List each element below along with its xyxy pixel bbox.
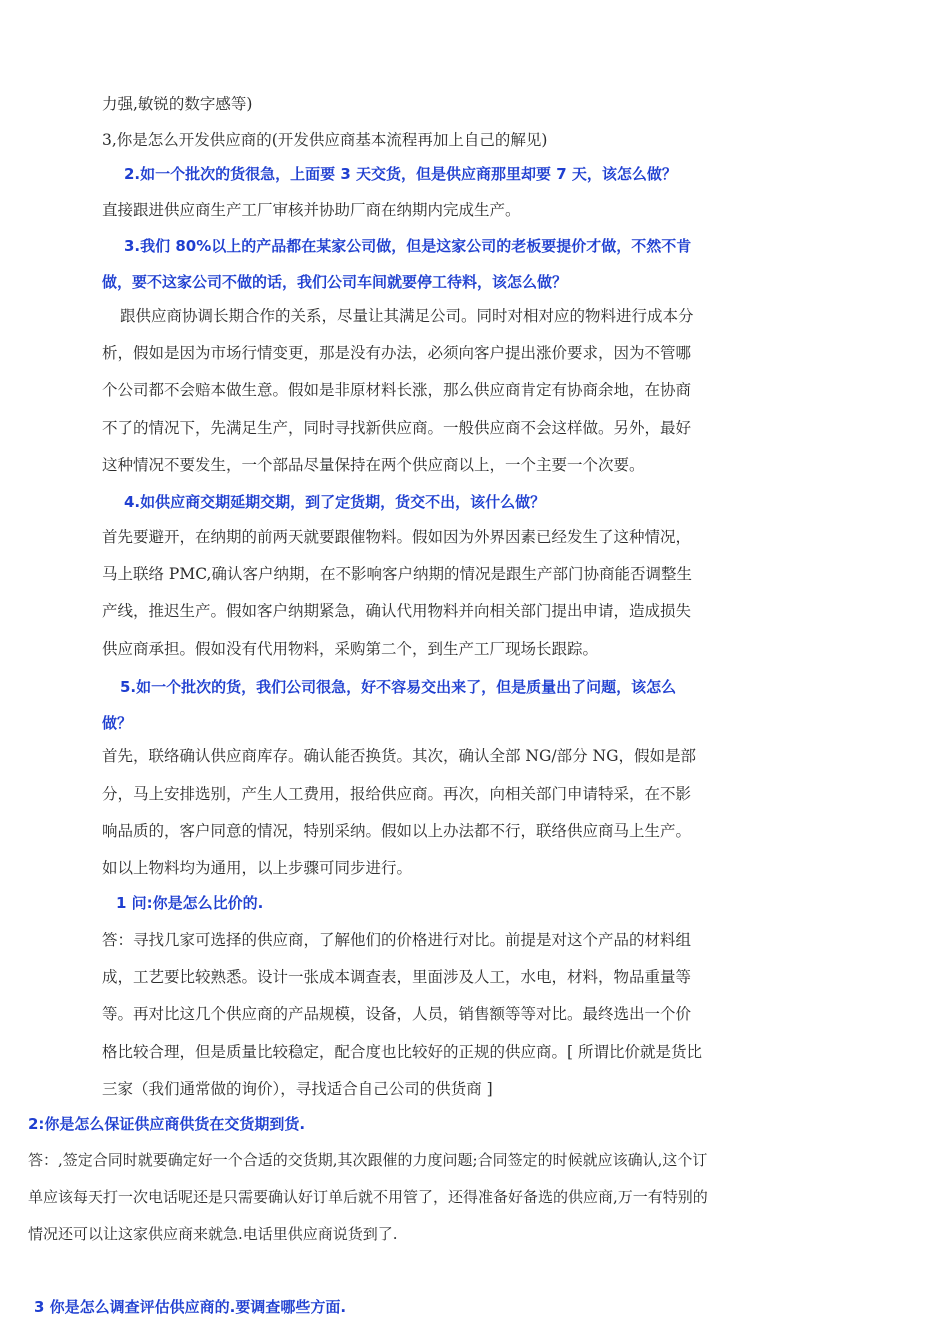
question-heading: 4.如供应商交期延期交期，到了定货期，货交不出，该什么做？ — [124, 493, 546, 511]
text-line: 马上联络 PMC,确认客户纳期，在不影响客户纳期的情况是跟生产部门协商能否调整生 — [102, 565, 692, 583]
text-line: 个公司都不会赔本做生意。假如是非原材料长涨，那么供应商肯定有协商余地，在协商 — [102, 381, 692, 399]
text-line: 三家（我们通常做的询价），寻找适合自己公司的供货商 ] — [102, 1080, 493, 1098]
text-line: 力强,敏锐的数字感等) — [102, 95, 253, 113]
question-heading: 3.我们 80%以上的产品都在某家公司做，但是这家公司的老板要提价才做，不然不肯 — [124, 237, 692, 255]
text-line: 答：寻找几家可选择的供应商，了解他们的价格进行对比。前提是对这个产品的材料组 — [102, 931, 692, 949]
question-heading: 做，要不这家公司不做的话，我们公司车间就要停工待料，该怎么做？ — [102, 273, 568, 291]
text-line: 直接跟进供应商生产工厂审核并协助厂商在纳期内完成生产。 — [102, 201, 521, 219]
text-line: 成，工艺要比较熟悉。设计一张成本调查表，里面涉及人工，水电，材料，物品重量等 — [102, 968, 692, 986]
text-line: 分，马上安排选别，产生人工费用，报给供应商。再次，向相关部门申请特采，在不影 — [102, 785, 692, 803]
text-line: 情况还可以让这家供应商来就急.电话里供应商说货到了. — [28, 1225, 398, 1243]
text-line: 产线，推迟生产。假如客户纳期紧急，确认代用物料并向相关部门提出申请，造成损失 — [102, 602, 692, 620]
text-line: 3,你是怎么开发供应商的(开发供应商基本流程再加上自己的解见) — [102, 131, 548, 149]
text-line: 不了的情况下，先满足生产，同时寻找新供应商。一般供应商不会这样做。另外，最好 — [102, 419, 692, 437]
question-heading: 5.如一个批次的货，我们公司很急，好不容易交出来了，但是质量出了问题，该怎么 — [120, 678, 677, 696]
text-line: 析，假如是因为市场行情变更，那是没有办法，必须向客户提出涨价要求，因为不管哪 — [102, 344, 692, 362]
text-line: 首先要避开，在纳期的前两天就要跟催物料。假如因为外界因素已经发生了这种情况， — [102, 528, 692, 546]
text-line: 供应商承担。假如没有代用物料，采购第二个，到生产工厂现场长跟踪。 — [102, 640, 599, 658]
text-line: 如以上物料均为通用，以上步骤可同步进行。 — [102, 859, 413, 877]
question-heading: 2:你是怎么保证供应商供货在交货期到货. — [28, 1115, 306, 1133]
text-line: 格比较合理，但是质量比较稳定，配合度也比较好的正规的供应商。[ 所谓比价就是货比 — [102, 1043, 702, 1061]
question-heading: 做？ — [102, 714, 133, 732]
text-line: 首先，联络确认供应商库存。确认能否换货。其次，确认全部 NG/部分 NG，假如是部 — [102, 747, 696, 765]
text-line: 答：,签定合同时就要确定好一个合适的交货期,其次跟催的力度问题;合同签定的时候就应该确认,这个订 — [28, 1151, 708, 1169]
question-heading: 3 你是怎么调查评估供应商的.要调查哪些方面. — [34, 1298, 347, 1316]
question-heading: 1 问:你是怎么比价的. — [116, 894, 264, 912]
text-line: 跟供应商协调长期合作的关系，尽量让其满足公司。同时对相对应的物料进行成本分 — [120, 307, 694, 325]
text-line: 等。再对比这几个供应商的产品规模，设备，人员，销售额等等对比。最终选出一个价 — [102, 1005, 692, 1023]
text-line: 这种情况不要发生，一个部品尽量保持在两个供应商以上，一个主要一个次要。 — [102, 456, 645, 474]
text-line: 单应该每天打一次电话呢还是只需要确认好订单后就不用管了，还得准备好备选的供应商,万一有特别的 — [28, 1188, 708, 1206]
text-line: 响品质的，客户同意的情况，特别采纳。假如以上办法都不行，联络供应商马上生产。 — [102, 822, 692, 840]
question-heading: 2.如一个批次的货很急，上面要 3 天交货，但是供应商那里却要 7 天，该怎么做？ — [124, 165, 677, 183]
